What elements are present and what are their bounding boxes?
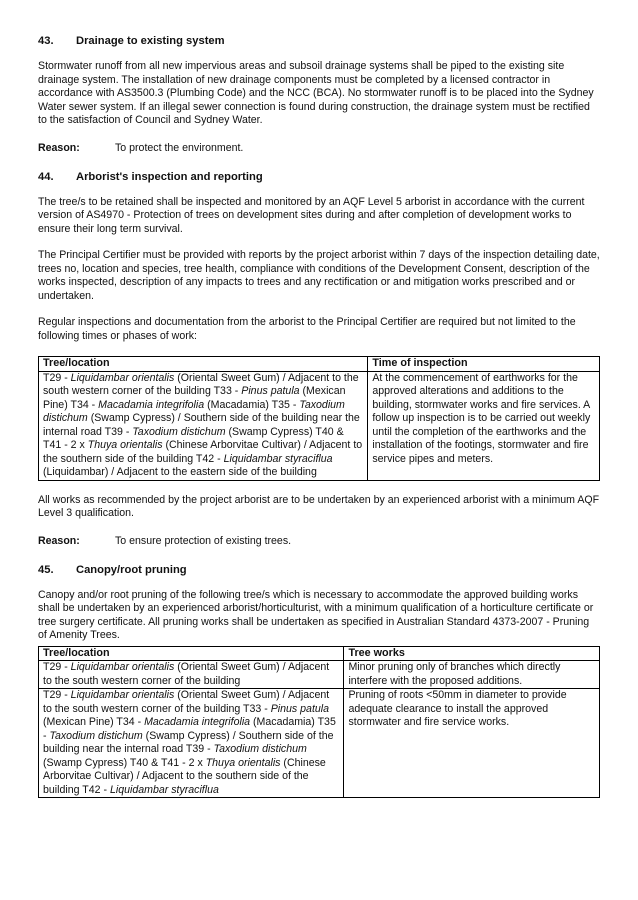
reason-text: To protect the environment. [115, 141, 244, 154]
section-45-heading [38, 563, 600, 577]
tree-location-cell: T29 - Liquidambar orientalis (Oriental Sweet Gum) / Adjacent to the south western corner of the building T33 - Pinus patula (Mexican Pine) T34 - Macadamia integrifolia (Macadamia) T35 - Taxodium distichum (Swamp Cypress) / Southern side of the building near the internal road T39 - Taxodium distichum (Swamp Cypress) T40 & T41 - 2 x Thuya orientalis (Chinese Arborvitae Cultivar) / Adjacent to the southern side of the building T42 - Liquidambar styraciflua (Liquidambar) / Adjacent to the eastern side of the building [39, 371, 368, 480]
column-header: Tree/location [39, 357, 368, 372]
document-page [38, 34, 600, 811]
section-number: 45. [38, 563, 54, 576]
column-header: Tree works [344, 646, 600, 661]
section-title: Canopy/root pruning [76, 563, 187, 576]
section-43-reason [38, 141, 600, 155]
table-row [39, 661, 600, 689]
table-row [39, 689, 600, 798]
tree-location-cell: T29 - Liquidambar orientalis (Oriental Sweet Gum) / Adjacent to the south western corner of the building T33 - Pinus patula (Mexican Pine) T34 - Macadamia integrifolia (Macadamia) T35 - Taxodium distichum (Swamp Cypress) / Southern side of the building near the internal road T39 - Taxodium distichum (Swamp Cypress) T40 & T41 - 2 x Thuya orientalis (Chinese Arborvitae Cultivar) / Adjacent to the southern side of the building T42 - Liquidambar styraciflua [39, 689, 344, 798]
tree-works-cell: Minor pruning only of branches which directly interfere with the proposed additions. [344, 661, 600, 689]
column-header: Time of inspection [368, 357, 600, 372]
tree-location-cell: T29 - Liquidambar orientalis (Oriental Sweet Gum) / Adjacent to the south western corner of the building [39, 661, 344, 689]
reason-text: To ensure protection of existing trees. [115, 534, 292, 547]
section-44-para-4: All works as recommended by the project arborist are to be undertaken by an experienced arborist with a minimum AQF Level 3 qualification. [38, 493, 600, 519]
section-43-heading [38, 34, 600, 48]
section-44-para-1: The tree/s to be retained shall be inspected and monitored by an AQF Level 5 arborist in accordance with the current version of AS4970 - Protection of trees on development sites during and after completion of development works to ensure their long term survival. [38, 195, 585, 235]
section-45-para-1: Canopy and/or root pruning of the following tree/s which is necessary to accommodate the approved building works shall be undertaken by an experienced arborist/horticulturist, with a minimum qualification of a horticulture certificate or tree surgery certificate. All pruning works shall be undertaken as specified in Australian Standard 4373-2007 - Pruning of Amenity Trees. [38, 588, 594, 641]
reason-label: Reason: [38, 534, 80, 547]
section-44-reason [38, 534, 600, 548]
reason-label: Reason: [38, 141, 80, 154]
section-title: Arborist's inspection and reporting [76, 170, 263, 183]
tree-works-cell: Pruning of roots <50mm in diameter to provide adequate clearance to install the approved stormwater and fire service works. [344, 689, 600, 798]
section-44-para-2: The Principal Certifier must be provided with reports by the project arborist within 7 days of the inspection detailing date, trees no, location and species, tree health, compliance with conditions of the Development Consent, description of the works inspected, description of any impacts to trees and any rectification or and mitigation works prescribed and or undertaken. [38, 249, 600, 302]
column-header: Tree/location [39, 646, 344, 661]
section-43-body: Stormwater runoff from all new impervious areas and subsoil drainage systems shall be piped to the existing site drainage system. The installation of new drainage components must be completed by a licensed contractor in accordance with AS3500.3 (Plumbing Code) and the NCC (BCA). No stormwater runoff is to be placed into the Sydney Water sewer system. If an illegal sewer connection is found during construction, the drainage system must be rectified to the satisfaction of Council and Sydney Water. [38, 60, 594, 126]
section-44-para-3: Regular inspections and documentation from the arborist to the Principal Certifier are required but not limited to the following times or phases of work: [38, 316, 576, 342]
pruning-table [38, 646, 600, 799]
table-row [39, 371, 600, 480]
table-header-row [39, 646, 600, 661]
section-number: 43. [38, 35, 54, 47]
section-44-heading [38, 170, 600, 184]
inspection-time-cell: At the commencement of earthworks for the approved alterations and additions to the building, stormwater works and fire services. A follow up inspection is to be carried out weekly until the completion of the earthworks and the installation of the footings, stormwater and fire service pipes and meters. [368, 371, 600, 480]
inspection-table [38, 356, 600, 481]
section-title: Drainage to existing system [76, 35, 225, 47]
section-number: 44. [38, 170, 54, 183]
table-header-row [39, 357, 600, 372]
